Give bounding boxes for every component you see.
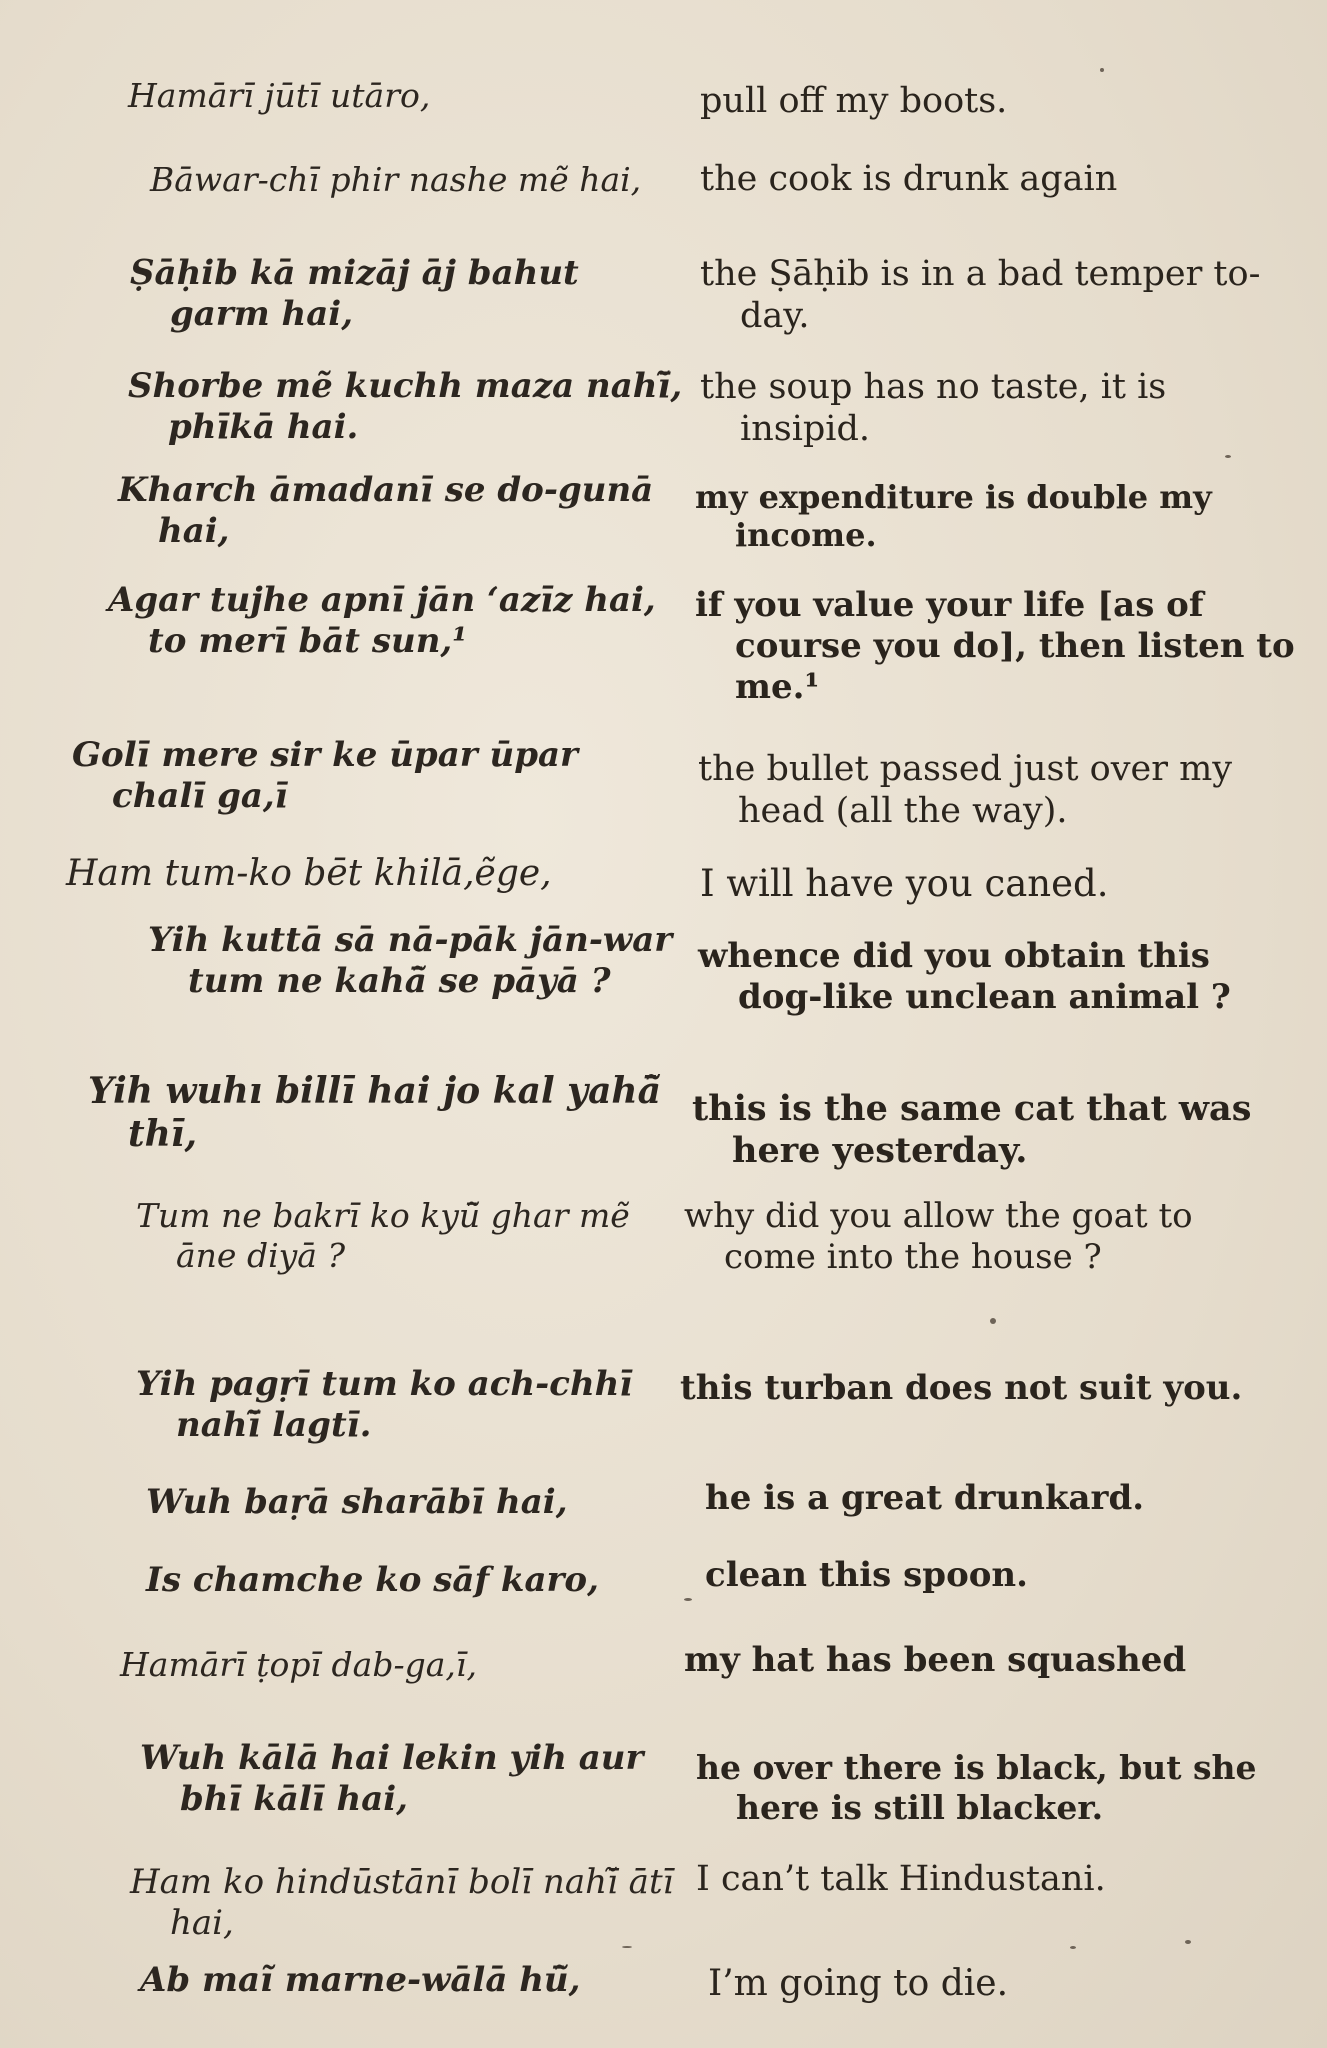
urdu-phrase: Yih pagṛī tum ko ach-chhī nahī̃ lagtī.: [136, 1364, 633, 1445]
english-translation: why did you allow the goat to come into the house ?: [684, 1196, 1193, 1277]
english-translation: I’m going to die.: [708, 1963, 1009, 2004]
english-translation: the cook is drunk again: [700, 159, 1118, 199]
urdu-phrase: Golī mere sir ke ūpar ūpar chalī ga,ī: [72, 735, 578, 816]
urdu-phrase: Yih kuttā sā nā-pāk jān-war tum ne kahā̃ se pāyā ?: [148, 920, 673, 1001]
english-translation: this turban does not suit you.: [680, 1368, 1243, 1408]
paper-speck: [622, 1946, 632, 1948]
english-translation: I can’t talk Hindustani.: [696, 1859, 1106, 1899]
urdu-phrase: Shorbe mẽ kuchh maza nahī̃, phīkā hai.: [128, 366, 683, 447]
english-translation: he is a great drunkard.: [705, 1478, 1145, 1518]
urdu-phrase: Wuh baṛā sharābī hai,: [146, 1482, 568, 1522]
english-translation: the soup has no taste, it is insipid.: [700, 367, 1167, 449]
english-translation: the Ṣāḥib is in a bad temper to-day.: [700, 254, 1261, 336]
urdu-phrase: Hamārī jūtī utāro,: [128, 76, 431, 115]
english-translation: my expenditure is double my income.: [695, 478, 1212, 555]
english-translation: this is the same cat that was here yesterday.: [692, 1088, 1252, 1171]
urdu-phrase: Tum ne bakrī ko kyū̃ ghar mẽ āne diyā ?: [136, 1196, 630, 1275]
english-translation: clean this spoon.: [705, 1555, 1028, 1595]
urdu-phrase: Ṣāḥib kā mizāj āj bahut garm hai,: [130, 253, 579, 334]
english-translation: whence did you obtain this dog-like unclean animal ?: [698, 936, 1231, 1017]
urdu-phrase: Ab maĩ marne-wālā hū̃,: [140, 1960, 581, 2000]
urdu-phrase: Yih wuhı billī hai jo kal yahā̃ thī,: [88, 1070, 661, 1156]
urdu-phrase: Ham ko hindūstānī bolī nahī̃ ātī hai,: [130, 1862, 674, 1943]
paper-speck: [1225, 455, 1231, 458]
urdu-phrase: Kharch āmadanī se do-gunā hai,: [118, 470, 654, 551]
paper-speck: [990, 1318, 996, 1324]
urdu-phrase: Bāwar-chī phir nashe mẽ hai,: [150, 160, 642, 199]
english-translation: he over there is black, but she here is still blacker.: [696, 1748, 1257, 1827]
english-translation: if you value your life [as of course you do], then listen to me.¹: [695, 585, 1295, 707]
urdu-phrase: Is chamche ko sāf karo,: [146, 1560, 599, 1600]
urdu-phrase: Agar tujhe apnī jān ‘azīz hai, to merī bāt sun,¹: [108, 580, 656, 661]
english-translation: the bullet passed just over my head (all the way).: [698, 749, 1233, 831]
paper-speck: [1185, 1940, 1191, 1944]
paper-speck: [684, 1598, 692, 1601]
english-translation: pull off my boots.: [700, 81, 1008, 121]
urdu-phrase: Wuh kālā hai lekin yih aur bhī kālī hai,: [140, 1738, 644, 1819]
urdu-phrase: Hamārī ṭopī dab-ga,ī,: [120, 1645, 477, 1684]
urdu-phrase: Ham tum-ko bēt khilā,ẽge,: [66, 853, 552, 894]
english-translation: I will have you caned.: [700, 862, 1109, 905]
paper-speck: [1070, 1946, 1076, 1949]
english-translation: my hat has been squashed: [684, 1640, 1187, 1680]
paper-speck: [1100, 68, 1104, 72]
